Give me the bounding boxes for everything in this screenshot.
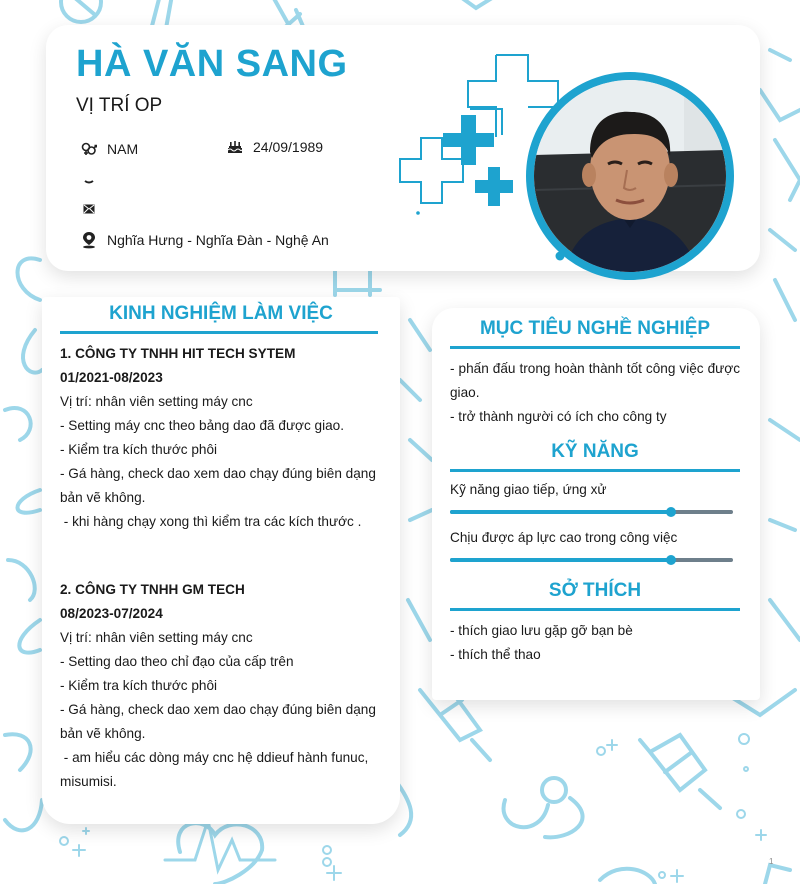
skill-level-thumb — [666, 507, 676, 517]
job-entry — [60, 342, 380, 534]
page-number: 1 — [769, 857, 774, 866]
job-position: VỊ TRÍ OP — [76, 95, 163, 116]
job-detail: - Setting dao theo chỉ đạo của cấp trên — [60, 654, 294, 669]
address-row — [80, 232, 329, 248]
section-title-hobbies: SỞ THÍCH — [548, 580, 642, 601]
skill-item — [450, 528, 740, 562]
phone-row — [80, 175, 107, 191]
section-title-objective: MỤC TIÊU NGHỀ NGHIỆP — [479, 318, 711, 339]
job-detail: - Gá hàng, check dao xem dao chạy đúng biên dạng bản vẽ không. — [60, 702, 376, 741]
job-period: 08/2023-07/2024 — [60, 606, 163, 621]
heart-icon — [462, 0, 492, 8]
skill-label: Chịu được áp lực cao trong công việc — [450, 530, 678, 545]
side-info-card — [432, 308, 760, 700]
job-detail: - Kiểm tra kích thước phôi — [60, 442, 218, 457]
section-divider — [450, 469, 740, 472]
section-divider — [450, 346, 740, 349]
skill-level-bar — [450, 558, 733, 562]
skill-level-thumb — [666, 555, 676, 565]
skill-level-bar — [450, 510, 733, 514]
skill-item — [450, 480, 740, 514]
gender-icon — [80, 141, 98, 157]
envelope-icon — [80, 201, 98, 217]
job-detail: Vị trí: nhân viên setting máy cnc — [60, 394, 253, 409]
skill-label: Kỹ năng giao tiếp, ứng xử — [450, 482, 607, 497]
section-title-skills: KỸ NĂNG — [551, 441, 639, 462]
job-detail: - am hiểu các dòng máy cnc hệ ddieuf hành funuc, misumisi. — [60, 750, 373, 789]
job-detail: - khi hàng chạy xong thì kiểm tra các kích thước . — [60, 514, 362, 529]
job-detail: - Setting máy cnc theo bảng dao đã được giao. — [60, 418, 345, 433]
hobby-line: - thích thể thao — [450, 647, 541, 662]
job-detail: - Gá hàng, check dao xem dao chạy đúng biên dạng bản vẽ không. — [60, 466, 376, 505]
section-divider — [450, 608, 740, 611]
job-entry — [60, 578, 380, 794]
stethoscope-icon — [542, 778, 566, 802]
company-name: 2. CÔNG TY TNHH GM TECH — [60, 582, 245, 597]
job-detail: - Kiểm tra kích thước phôi — [60, 678, 218, 693]
gender-value: NAM — [107, 141, 139, 157]
work-experience-card — [42, 297, 400, 824]
job-detail: Vị trí: nhân viên setting máy cnc — [60, 630, 253, 645]
profile-header-card — [46, 25, 760, 271]
profile-photo — [534, 80, 726, 272]
email-row — [80, 201, 107, 217]
phone-icon — [80, 175, 98, 191]
birthday-value: 24/09/1989 — [253, 139, 324, 155]
hobby-line: - thích giao lưu gặp gỡ bạn bè — [450, 623, 633, 638]
map-marker-icon — [80, 232, 98, 248]
job-period: 01/2021-08/2023 — [60, 370, 163, 385]
objective-line: - trở thành người có ích cho công ty — [450, 409, 667, 424]
birthday-cake-icon — [226, 139, 244, 155]
candidate-name: HÀ VĂN SANG — [76, 43, 348, 85]
company-name: 1. CÔNG TY TNHH HIT TECH SYTEM — [60, 346, 296, 361]
stethoscope-icon — [18, 258, 43, 372]
address-value: Nghĩa Hưng - Nghĩa Đàn - Nghệ An — [107, 232, 329, 248]
syringe-icon — [640, 735, 720, 808]
gender-row — [80, 141, 138, 157]
objective-line: - phấn đấu trong hoàn thành tốt công việc được giao. — [450, 361, 740, 400]
birthday-row — [226, 139, 323, 155]
avatar — [526, 72, 734, 280]
section-title-experience: KINH NGHIỆM LÀM VIỆC — [109, 303, 333, 324]
